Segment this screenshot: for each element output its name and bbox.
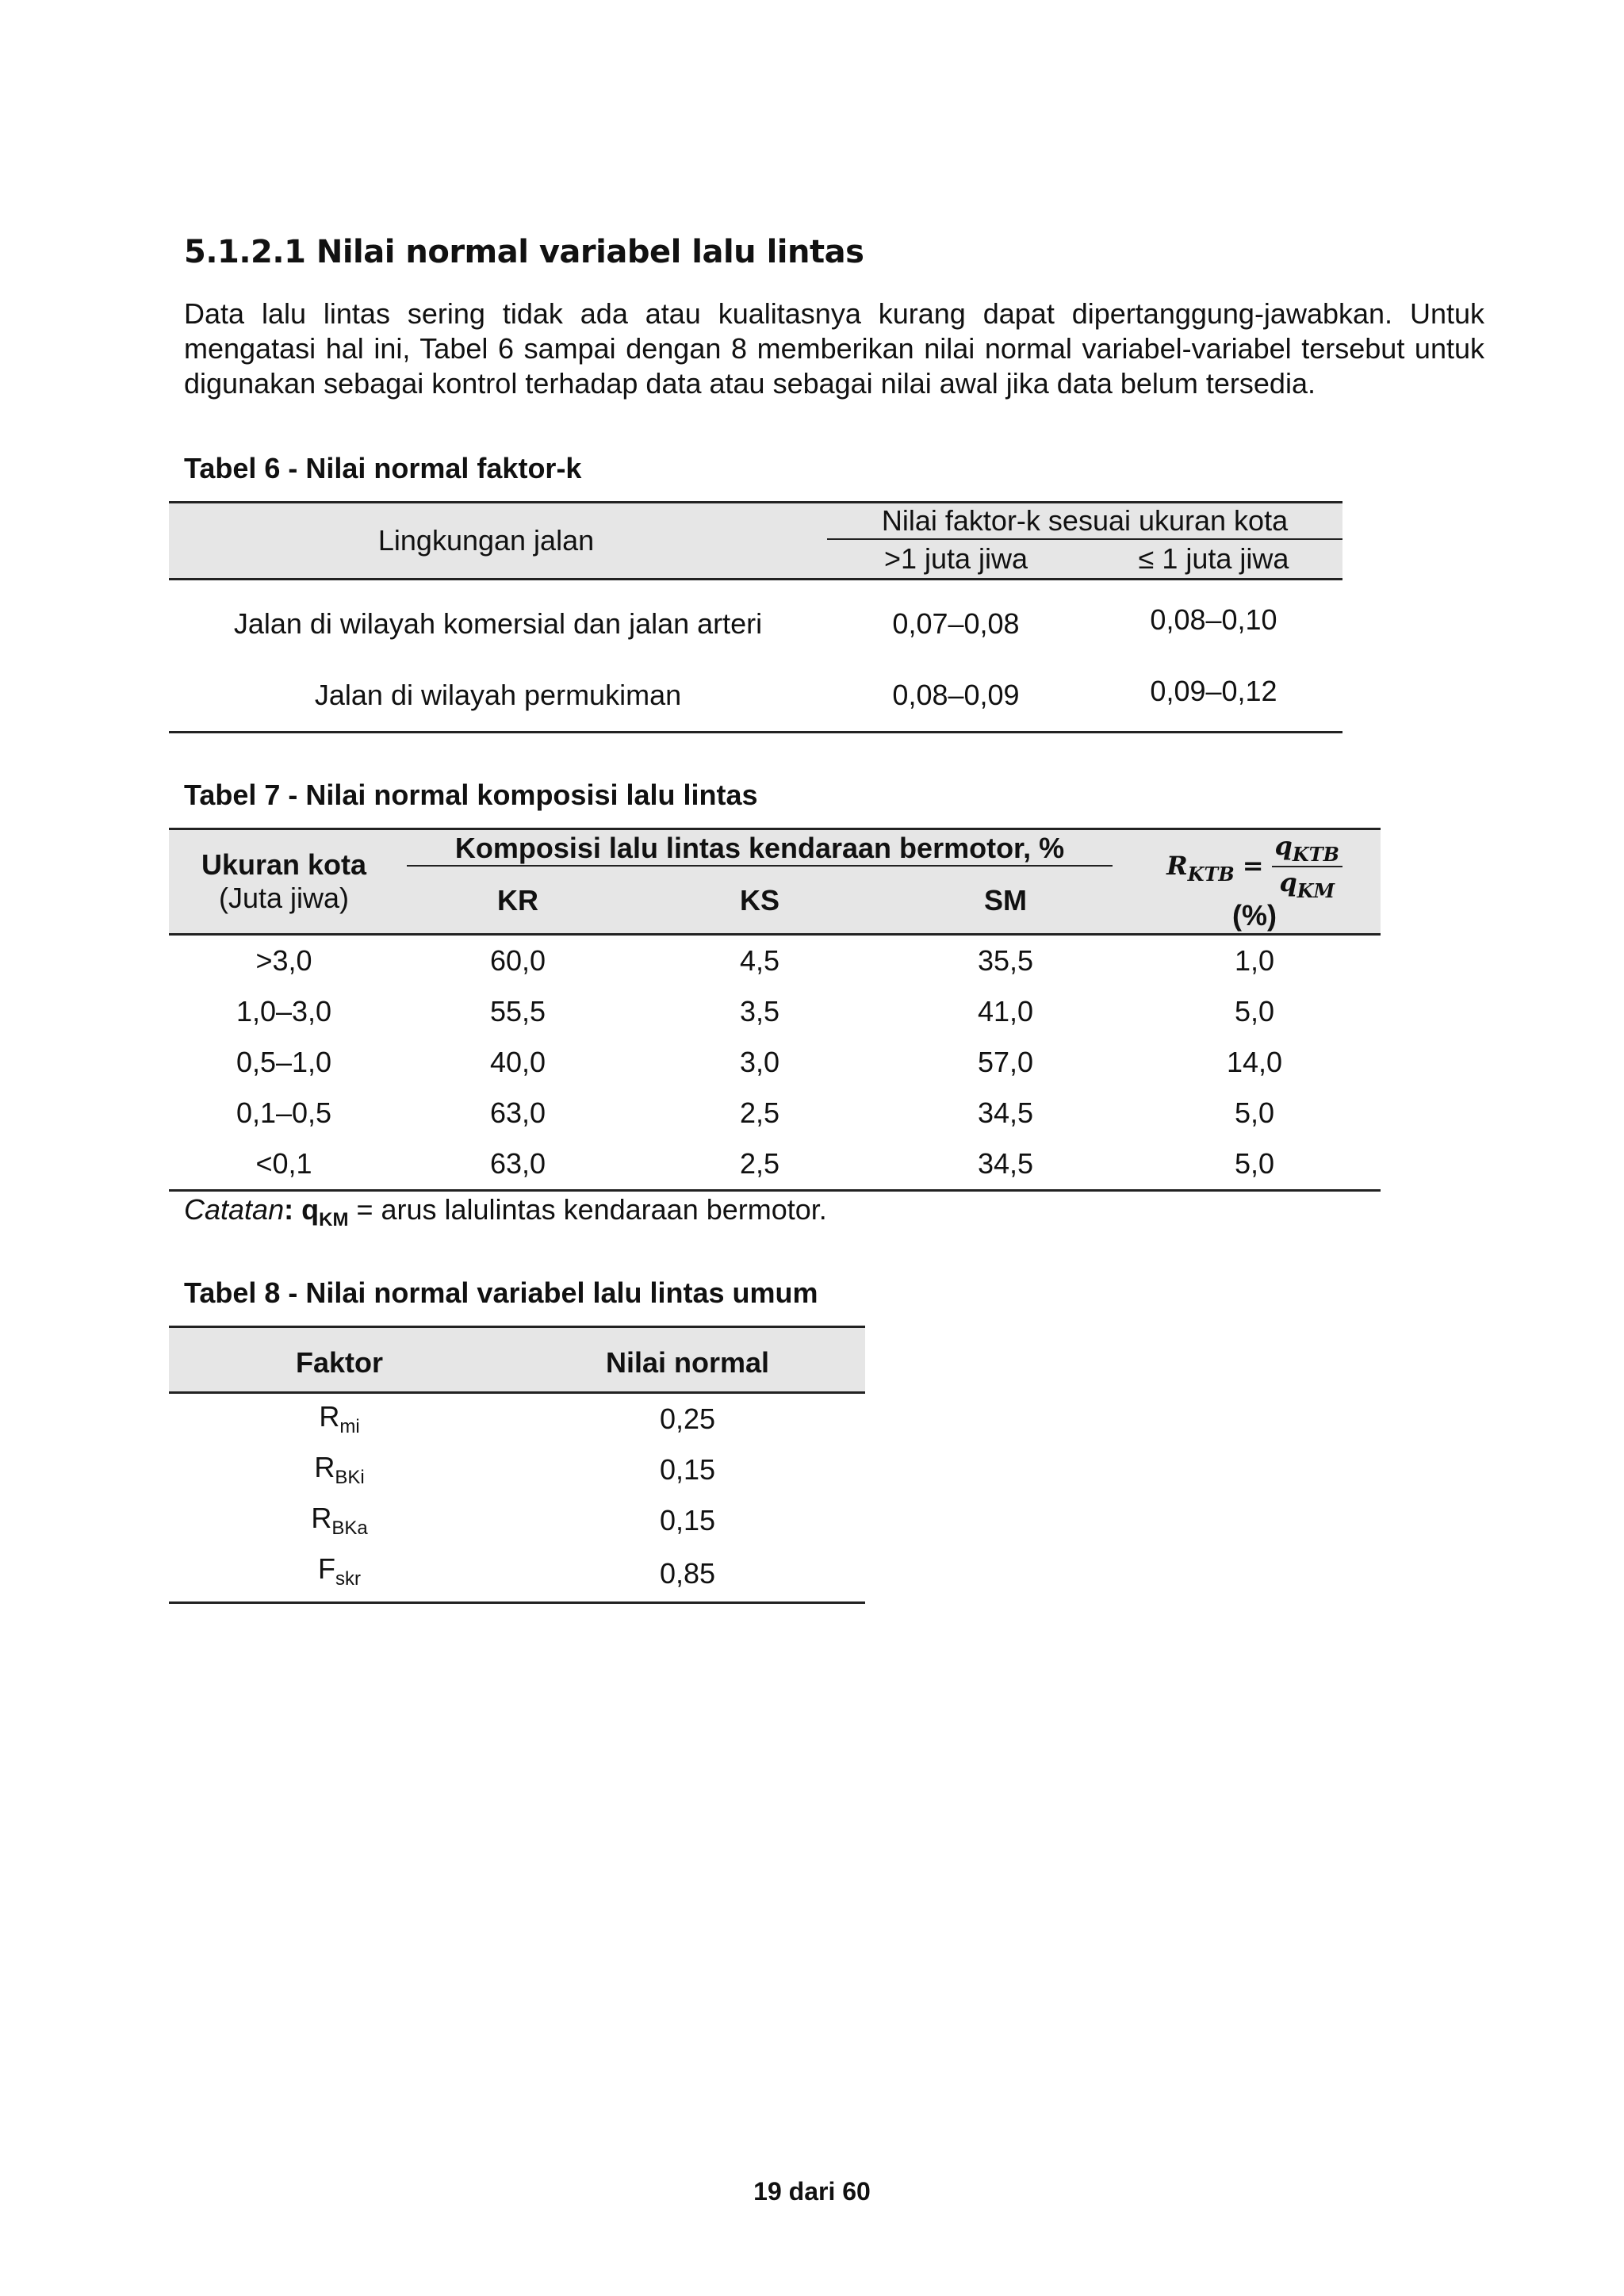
table6-caption: Tabel 6 - Nilai normal faktor-k (184, 452, 582, 484)
table7-subheader-ks: KS (739, 884, 779, 916)
table6-cell: 0,07–0,08 (892, 607, 1020, 640)
ratio-unit: (%) (1232, 899, 1277, 932)
table6-cell: 0,09–0,12 (1150, 675, 1277, 707)
table7-cell: 0,1–0,5 (236, 1096, 332, 1129)
table7-cell: 57,0 (977, 1046, 1034, 1078)
table7-header-ukuran-title: Ukuran kota (201, 848, 367, 881)
table8-value: 0,85 (659, 1557, 716, 1590)
table7-cell: >3,0 (255, 944, 312, 977)
table7-cell: 1,0–3,0 (236, 995, 332, 1027)
table7-cell: 55,5 (489, 995, 546, 1027)
table8-factor: $F_{skr}$ (318, 1552, 361, 1590)
note-text: = arus lalulintas kendaraan bermotor. (348, 1193, 827, 1226)
table7-cell: 1,0 (1234, 944, 1275, 977)
table6-subheader-1: >1 juta jiwa (883, 542, 1028, 575)
ratio-fraction: $\frac{q_{KTB}}{q_{KM}}$ (1272, 831, 1342, 902)
table7-cell: 2,5 (739, 1147, 780, 1180)
table8-value: 0,15 (659, 1504, 716, 1536)
table6-cell: 0,08–0,09 (892, 679, 1020, 711)
table7-cell: 35,5 (977, 944, 1034, 977)
note-symbol: $q_{KM}$ (301, 1193, 349, 1230)
page-number: 19 dari 60 (753, 2177, 871, 2206)
table7-note: Catatan: $q_{KM}$ = arus lalulintas kendaraan bermotor. (184, 1193, 827, 1230)
note-label: Catatan (184, 1193, 285, 1226)
table7-cell: 2,5 (739, 1096, 780, 1129)
table7-subheader-sm: SM (984, 884, 1027, 916)
table7-cell: 4,5 (739, 944, 780, 977)
table8-value: 0,25 (659, 1402, 716, 1435)
table7-header-ukuran (169, 829, 399, 935)
table7-cell: 5,0 (1234, 995, 1275, 1027)
table7-subheader-kr: KR (497, 884, 538, 916)
table6-header-group: Nilai faktor-k sesuai ukuran kota (827, 503, 1342, 540)
table7-cell: 3,5 (739, 995, 780, 1027)
table7-cell: 60,0 (489, 944, 546, 977)
ratio-equals: = (1242, 850, 1264, 881)
table7-cell: 5,0 (1234, 1147, 1275, 1180)
table6-row-label: Jalan di wilayah komersial dan jalan arteri (233, 607, 763, 640)
table8-header-nilai: Nilai normal (605, 1346, 770, 1379)
table7-cell: 63,0 (489, 1147, 546, 1180)
table7-cell: 40,0 (489, 1046, 546, 1078)
section-heading: 5.1.2.1 Nilai normal variabel lalu lintas (184, 234, 864, 270)
table7-header-ratio (1128, 829, 1381, 935)
table8 (169, 1326, 865, 1604)
ratio-lhs: $R_{KTB}$ (1166, 850, 1235, 886)
intro-paragraph: Data lalu lintas sering tidak ada atau kualitasnya kurang dapat dipertanggung-jawabkan. Untuk mengatasi hal ini, Tabel 6 sampai dengan 8 memberikan nilai normal variabel-variabel tersebut untuk digunakan sebagai kontrol terhadap data atau sebagai nilai awal jika data belum tersedia. (184, 297, 1484, 400)
table8-factor: $R_{mi}$ (319, 1400, 360, 1437)
table8-factor: $R_{BKa}$ (311, 1502, 368, 1539)
table6-cell: 0,08–0,10 (1150, 603, 1277, 636)
table7-cell: 3,0 (739, 1046, 780, 1078)
table7-cell: 63,0 (489, 1096, 546, 1129)
table8-header-faktor: Faktor (295, 1346, 384, 1379)
table6-subheader-2: ≤ 1 juta jiwa (1138, 542, 1289, 575)
table6 (169, 501, 1342, 733)
table7-cell: 14,0 (1226, 1046, 1283, 1078)
table8-caption: Tabel 8 - Nilai normal variabel lalu lintas umum (184, 1276, 818, 1309)
table7-cell: 41,0 (977, 995, 1034, 1027)
table7 (169, 828, 1381, 1192)
table7-cell: 5,0 (1234, 1096, 1275, 1129)
table6-row-label: Jalan di wilayah permukiman (314, 679, 682, 711)
table6-header-lingkungan: Lingkungan jalan (377, 524, 595, 557)
table7-caption: Tabel 7 - Nilai normal komposisi lalu lintas (184, 779, 758, 811)
table7-header-group: Komposisi lalu lintas kendaraan bermotor, % (399, 829, 1128, 869)
table8-value: 0,15 (659, 1453, 716, 1486)
table7-cell: 34,5 (977, 1147, 1034, 1180)
table7-cell: 34,5 (977, 1096, 1034, 1129)
table7-cell: <0,1 (255, 1147, 312, 1180)
table7-cell: 0,5–1,0 (236, 1046, 332, 1078)
table7-header-ukuran-unit: (Juta jiwa) (218, 882, 350, 914)
table8-factor: $R_{BKi}$ (314, 1451, 365, 1488)
